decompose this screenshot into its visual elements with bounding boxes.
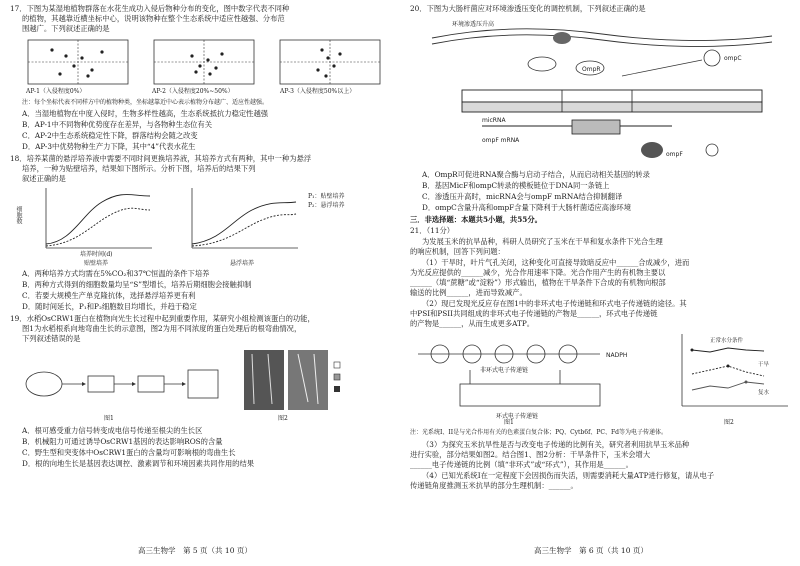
q21-fig1-caption: 图1 — [504, 419, 514, 426]
q17-option-d: D．AP-3中优势物种生产力下降，其中“4”代表水花生 — [22, 142, 196, 151]
q18-stem-2: 培养，一种为贴壁培养，结果如下图所示。分析下图，培养后的结果下列 — [22, 164, 256, 173]
q20-diagram — [422, 16, 792, 166]
q21-fig1-electron-chain — [418, 345, 627, 420]
q18-option-a: A．两种培养方式均需在5%CO₂和37℃恒温的条件下培养 — [22, 269, 210, 278]
plot-ap1-caption: AP-1（入侵程度0%） — [26, 88, 86, 95]
plot-ap3 — [280, 40, 380, 84]
q19-stem-3: 下列叙述错误的是 — [22, 334, 81, 343]
q18-option-c: C．若要大规模生产单克隆抗体，选择悬浮培养更有利 — [22, 291, 196, 300]
q19-fig1-flowchart — [26, 370, 218, 398]
q18-fig2-caption: 悬浮培养 — [230, 260, 255, 267]
left-page-footer: 高三生物学 第 5 页（共 10 页） — [138, 546, 252, 555]
q21-intro-1: 为发展玉米的抗旱品种，科研人员研究了玉米在干旱和复水条件下光合生理 — [422, 237, 663, 246]
q18-xlabel: 培养时间(d) — [80, 251, 113, 258]
q21-heading: 21．（11分） — [410, 226, 455, 235]
q19-option-a: A．根可感受重力信号转变成电信号传递至根尖的生长区 — [22, 426, 203, 435]
q21-part4-a: （4）已知光系统I在一定程度下会因损伤而失活，则需要消耗大量ATP进行修复，请从电子 — [422, 471, 715, 480]
q17-option-b: B．AP-1中不同物种优势度存在差异，与各物种生态位有关 — [22, 120, 213, 129]
q18-chart-1 — [46, 188, 152, 248]
svg-text:ompF: ompF — [666, 151, 683, 158]
q19-option-d: D．根的向地生长是基因表达调控、激素调节和环境因素共同作用的结果 — [22, 459, 255, 468]
q17-option-c: C．AP-2中生态系统稳定性下降，群落结构会随之改变 — [22, 131, 198, 140]
q18-ylabel: 细胞数 — [15, 206, 22, 224]
q19-option-b: B．机械阻力可通过诱导OsCRW1基因的表达影响ROS的含量 — [22, 437, 223, 446]
q21-fig2-caption: 图2 — [724, 419, 734, 426]
svg-text:正常水分条件: 正常水分条件 — [710, 338, 744, 344]
q21-part1-d: 输送的比例______，进而导致减产。 — [410, 288, 527, 297]
svg-text:micRNA: micRNA — [482, 117, 506, 124]
q21-part2-b: 中PSI和PSII共同组成的非环式电子传递链的产物是______，环式电子传递链 — [410, 309, 658, 318]
left-page — [8, 0, 398, 566]
q20-option-d: D．ompC含量升高和ompF含量下降利于大肠杆菌适应高渗环境 — [422, 203, 631, 212]
q20-option-b: B．基因MicF和ompC转录的模板链位于DNA同一条链上 — [422, 181, 610, 190]
q21-part3-a: （3）为探究玉米抗旱性是否与改变电子传递的比例有关，研究者利用抗旱玉米品种 — [422, 440, 690, 449]
q19-fig2-caption: 图2 — [278, 415, 288, 422]
q18-chart-2 — [192, 188, 298, 248]
q17-stem-3: 围越广。下列叙述正确的是 — [22, 24, 110, 33]
q18-stem-1: 18．培养某菌的悬浮培养液中需要不同时间更换培养液，其培养方式有两种，其中一种为悬浮 — [10, 154, 312, 163]
plot-ap1 — [28, 40, 128, 84]
q18-legend-p2: P₂：悬浮培养 — [308, 202, 345, 209]
q18-option-b: B．两种方式得到的细胞数量均呈“S”型增长，培养后期细胞会接触抑制 — [22, 280, 252, 289]
q19-fig1-caption: 图1 — [104, 415, 114, 422]
q21-part1-b: 为光反应提供的______减少，光合作用速率下降。光合作用产生的有机物主要以 — [410, 268, 666, 277]
q17-stem-2: 的植物，其越靠近横坐标中心，说明该物种在整个生态系统中适应性越强、分布范 — [22, 14, 285, 23]
q17-note: 注：每个坐标代表不同样方中的植物种类，坐标越靠近中心表示植物分布越广、适应性越强。 — [22, 99, 269, 106]
q21-intro-2: 的响应机制，回答下列问题： — [410, 247, 505, 256]
q20-option-a: A．OmpR可促进RNA聚合酶与启动子结合，从而启动相关基因的转录 — [422, 170, 650, 179]
svg-text:环境渗透压升高: 环境渗透压升高 — [452, 21, 495, 28]
q19-stem-2: 图1为水稻根系向地弯曲生长的示意图，图2为用不同浓度的蛋白处理后的根弯曲情况， — [22, 324, 302, 333]
plot-ap3-caption: AP-3（入侵程度50%以上） — [280, 88, 356, 95]
plot-ap2 — [154, 40, 254, 84]
q19-fig2-photos — [244, 350, 340, 410]
q18-option-d: D．随时间延长，P₁和P₂细胞数目均增长，并趋于稳定 — [22, 302, 197, 311]
q20-option-c: C．渗透压升高时，micRNA会与ompF mRNA结合抑制翻译 — [422, 192, 623, 201]
q21-part2-a: （2）现已发现光反应存在图1中的非环式电子传递链和环式电子传递链的途径。其 — [422, 299, 687, 308]
q21-part1-c: ______（填“蔗糖”或“淀粉”）形式输出，植物在干旱条件下合成的有机物向根部 — [410, 278, 666, 287]
svg-text:干旱: 干旱 — [758, 362, 770, 368]
q17-stem-1: 17．下图为某湿地植物群落在水花生成功入侵后物种分布的变化，图中数字代表不同种 — [10, 4, 290, 13]
svg-text:环式电子传递链: 环式电子传递链 — [496, 413, 539, 420]
q21-figures — [410, 330, 794, 422]
q21-figure-note: 注：光系统I、II是与光合作用有关的色素蛋白复合体；PQ、Cytb6f、PC、Fd等为电子传递体。 — [410, 429, 667, 436]
svg-text:OmpR: OmpR — [582, 66, 601, 73]
svg-text:ompF mRNA: ompF mRNA — [482, 137, 520, 144]
q20-stem: 20．下图为大肠杆菌应对环境渗透压变化的调控机制，下列叙述正确的是 — [410, 4, 646, 13]
q19-stem-1: 19．水稻OsCRW1蛋白在植物向光生长过程中起到重要作用，某研究小组检测该蛋白的功能， — [10, 314, 315, 323]
svg-text:复水: 复水 — [758, 390, 770, 396]
q17-option-a: A．当湿地植物在中度入侵时，生物多样性越高，生态系统抵抗力稳定性越强 — [22, 109, 269, 118]
q21-part1-a: （1）干旱时，叶片气孔关闭，这种变化可直接导致暗反应中______合成减少，进而 — [422, 258, 690, 267]
q18-stem-3: 叙述正确的是 — [22, 174, 66, 183]
right-page-footer: 高三生物学 第 6 页（共 10 页） — [534, 546, 648, 555]
q19-figures — [22, 344, 392, 424]
q21-part3-c: ______电子传递链的比例（填“非环式”或“环式”），其作用是______。 — [410, 460, 633, 469]
svg-text:ompC: ompC — [724, 55, 742, 62]
svg-text:非环式电子传递链: 非环式电子传递链 — [480, 367, 529, 374]
svg-text:NADPH: NADPH — [606, 352, 628, 359]
q18-fig1-caption: 贴壁培养 — [84, 260, 109, 267]
q21-fig2-chart — [682, 334, 788, 406]
q18-legend-p1: P₁：贴壁培养 — [308, 193, 345, 200]
q21-part4-b: 传递链角度推测玉米抗旱的部分生理机制：______。 — [410, 481, 578, 490]
plot-ap2-caption: AP-2（入侵程度20%~50%） — [152, 88, 234, 95]
right-page — [408, 0, 798, 566]
section-heading: 三．非选择题：本题共5小题，共55分。 — [410, 215, 542, 224]
q19-option-c: C．野生型和突变体中OsCRW1蛋白的含量均可影响根的弯曲生长 — [22, 448, 236, 457]
q21-part3-b: 进行实验，部分结果如图2。结合图1、图2分析：干旱条件下，玉米会增大 — [410, 450, 651, 459]
q21-part2-c: 的产物是______，从而生成更多ATP。 — [410, 319, 535, 328]
